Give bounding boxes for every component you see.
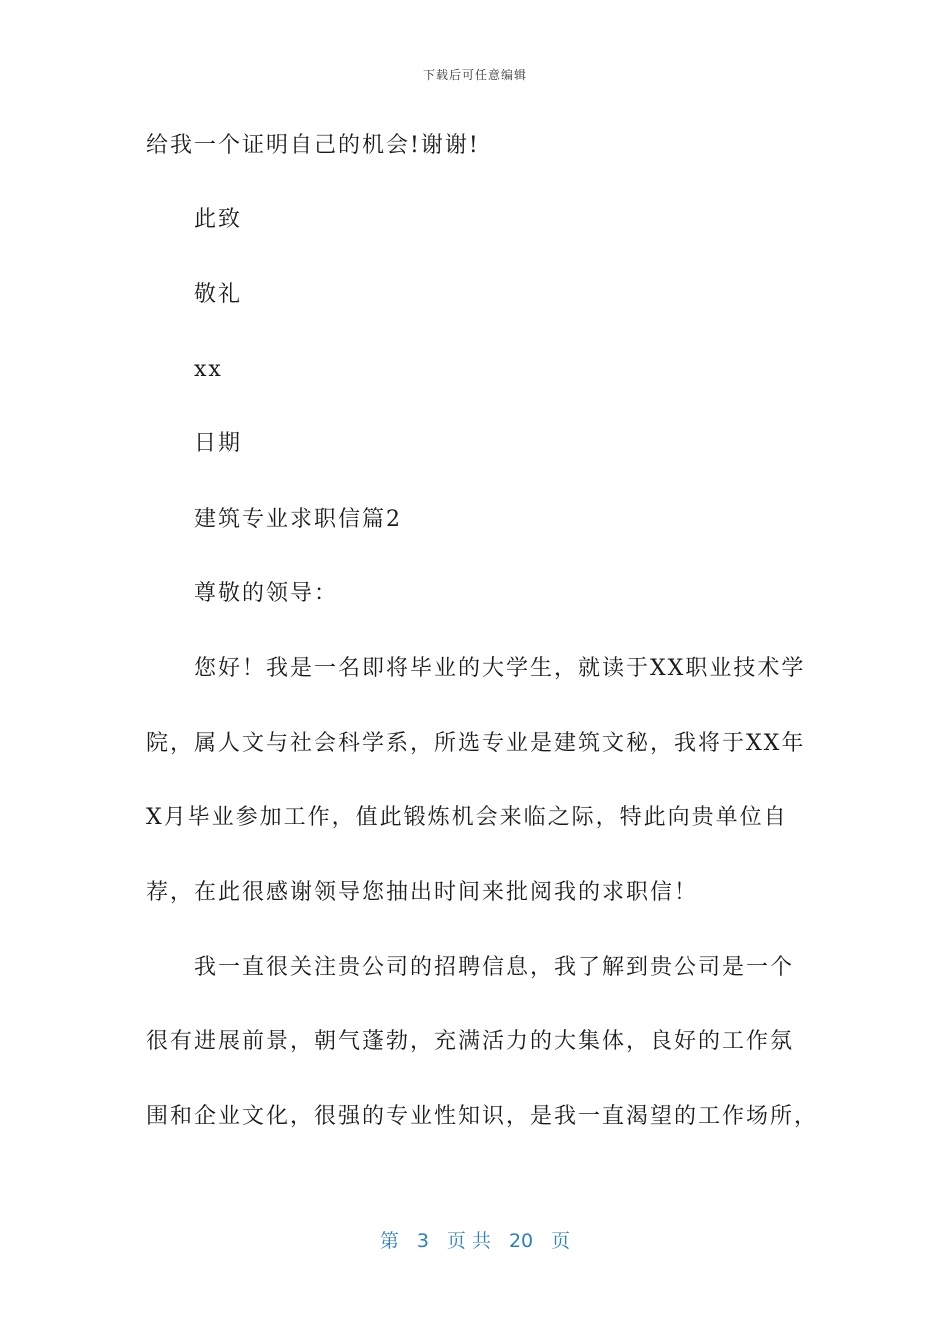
body-line-3: 敬礼 <box>194 282 243 307</box>
footer-prefix: 第 <box>379 1230 399 1252</box>
footer-suffix: 页 <box>551 1230 571 1252</box>
section-heading: 建筑专业求职信篇2 <box>194 507 402 532</box>
body-line-10: X月毕业参加工作，值此锻炼机会来临之际，特此向贵单位自 <box>146 805 788 830</box>
body-line-5: 日期 <box>194 431 243 456</box>
body-line-9: 院，属人文与社会科学系，所选专业是建筑文秘，我将于XX年 <box>146 731 806 756</box>
body-line-8: 您好！我是一名即将毕业的大学生，就读于XX职业技术学 <box>194 656 806 681</box>
page-footer <box>0 1226 950 1253</box>
footer-middle: 页 共 <box>446 1230 491 1252</box>
footer-total-pages: 20 <box>508 1230 534 1252</box>
body-line-2: 此致 <box>194 207 243 232</box>
body-line-4: xx <box>194 357 223 382</box>
body-line-13: 很有进展前景，朝气蓬勃，充满活力的大集体，良好的工作氛 <box>146 1029 795 1054</box>
body-line-1: 给我一个证明自己的机会!谢谢! <box>146 133 480 158</box>
body-line-11: 荐，在此很感谢领导您抽出时间来批阅我的求职信！ <box>146 880 699 905</box>
footer-page-number: 3 <box>416 1230 429 1252</box>
salutation: 尊敬的领导： <box>194 581 339 606</box>
page-header: 下载后可任意编辑 <box>422 68 527 82</box>
body-line-14: 围和企业文化，很强的专业性知识，是我一直渴望的工作场所， <box>146 1104 819 1129</box>
body-line-12: 我一直很关注贵公司的招聘信息，我了解到贵公司是一个 <box>194 955 795 980</box>
